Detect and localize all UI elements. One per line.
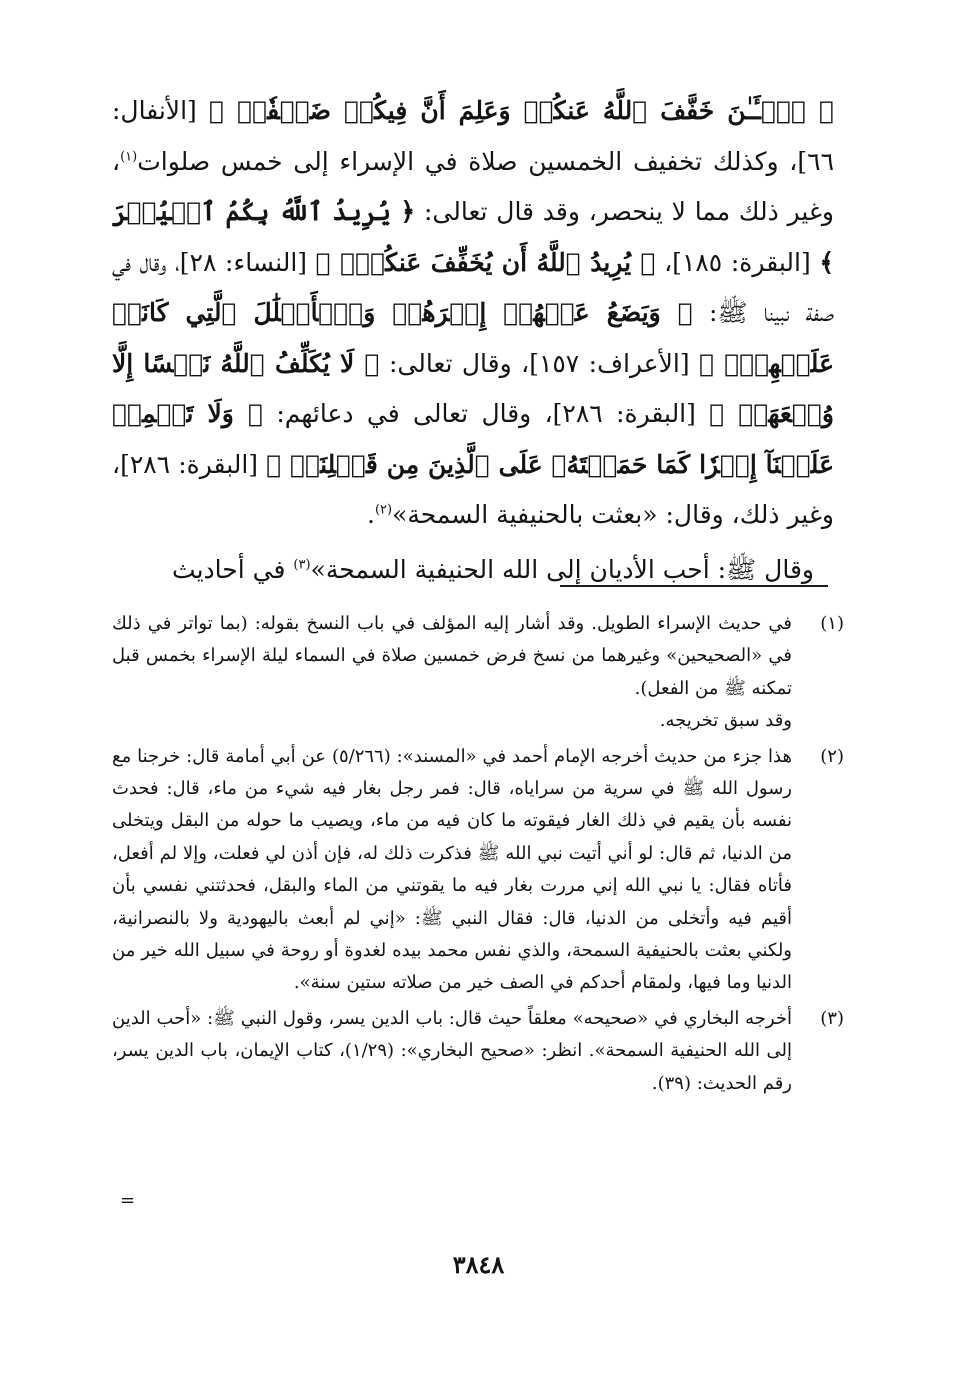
- footnotes: [112, 608, 844, 1103]
- quran-verse: ﴿ لَا يُكَلِّفُ ٱللَّهُ نَفۡسًا إِلَّا وُسۡعَهَاۚ ﴾: [112, 348, 835, 428]
- footnote-number: (١): [820, 613, 844, 634]
- page-number: ٣٨٤٨: [452, 1250, 505, 1279]
- footnote-body: [112, 741, 792, 1000]
- paragraph-1: [112, 86, 834, 541]
- text-run: [الأعراف: ١٥٧]، وقال تعالى:: [379, 348, 700, 378]
- footnote-ref-1: (١): [120, 149, 138, 165]
- text-run: ، وغير ذلك مما لا ينحصر، وقد قال تعالى:: [112, 146, 835, 226]
- quran-verse: ﴿ ٱلۡـَٔـٰنَ خَفَّفَ ٱللَّهُ عَنكُمۡ وَعَلِمَ أَنَّ فِيكُمۡ ضَعۡفٗاۚ ﴾: [209, 96, 834, 125]
- footnote-2: [112, 741, 844, 1000]
- text-run: في أحاديث: [172, 554, 294, 584]
- main-text: [112, 86, 834, 595]
- quran-verse: ﴿ وَلَا تَحۡمِلۡ عَلَيۡنَآ إِصۡرٗا كَمَا حَمَلۡتَهُۥ عَلَى ٱلَّذِينَ مِن قَبۡلِنَاۚ ﴾: [112, 399, 835, 479]
- footnote-separator: [560, 585, 828, 587]
- quran-verse: ﴿ وَيَضَعُ عَنۡهُمۡ إِصۡرَهُمۡ وَٱلۡأَغۡلَٰلَ ٱلَّتِي كَانَتۡ عَلَيۡهِمۡۚ ﴾: [112, 298, 834, 378]
- text-run: [الأنفال: ٦٦]، وكذلك تخفيف الخمسين صلاة في الإسراء إلى خمس صلوات: [112, 96, 834, 176]
- text-run: .: [366, 500, 375, 529]
- text-run: وقال ﷺ: أحب الأديان إلى الله الحنيفية السمحة»: [310, 554, 814, 584]
- footnote-number: (٢): [820, 745, 844, 767]
- footnote-number: (٣): [820, 1007, 844, 1029]
- quran-verse: ﴿ يُرِيدُ ٱللَّهُ أَن يُخَفِّفَ عَنكُمۡۚ ﴾: [315, 247, 656, 277]
- footnote-text: في حديث الإسراء الطويل. وقد أشار إليه المؤلف في باب النسخ بقوله: (بما تواتر في ذلك في «الصحيحين» وغيرهما من نسخ فرض خمسين صلاة في السماء ليلة الإسراء بخمس قبل تمكنه ﷺ من الفعل).: [112, 613, 792, 699]
- text-run: [البقرة: ١٨٥]،: [655, 247, 820, 277]
- paragraph-2: [112, 545, 834, 596]
- footnote-ref-2: (٢): [374, 502, 393, 518]
- footnote-body: [112, 608, 792, 738]
- footnote-1: [112, 608, 844, 738]
- text-run: [النساء: ٢٨]، وقال في صفة نبينا ﷺ:: [112, 247, 834, 327]
- text-run: [البقرة: ٢٨٦]، وقال تعالى في دعائهم:: [262, 399, 710, 428]
- continuation-mark: =: [120, 1190, 136, 1211]
- footnote-text: أخرجه البخاري في «صحيحه» معلقاً حيث قال: باب الدين يسر، وقول النبي ﷺ: «أحب الدين إلى الله الحنيفية السمحة». انظر: «صحيح البخاري»: (١/٢٩)، كتاب الإيمان، باب الدين يسر، رقم الحديث: (٣٩).: [112, 1007, 792, 1094]
- quran-verse: ﴿ يُرِيدُ ٱللَّهُ بِكُمُ ٱلۡيُسۡرَ ﴾: [112, 197, 835, 277]
- footnote-ref-3: (٣): [293, 557, 311, 573]
- footnote-3: [112, 1003, 844, 1100]
- footnote-text: هذا جزء من حديث أخرجه الإمام أحمد في «المسند»: (٥/٢٦٦) عن أبي أمامة قال: خرجنا مع رسول الله ﷺ في سرية من سراياه، قال: فمر رجل بغار فيه شيء من ماء، قال: فحدث نفسه بأن يقيم في ذلك الغار فيقوته ما كان فيه من ماء، ويصيب ما حوله من البقل ويتخلى من الدنيا، ثم قال: لو أني أتيت نبي الله ﷺ فذكرت ذلك له، فإن أذن لي فعلت، وإلا لم أفعل، فأتاه فقال: يا نبي الله إني مررت بغار فيه ما يقوتني من الماء والبقل، فحدثتني نفسي بأن أقيم فيه وأتخلى من الدنيا، قال: فقال النبي ﷺ: «إني لم أبعث باليهودية ولا بالنصرانية، ولكني بعثت بالحنيفية السمحة، والذي نفس محمد بيده لغدوة أو روحة في سبيل الله خير من الدنيا وما فيها، ولمقام أحدكم في الصف خير من صلاته ستين سنة».: [112, 745, 792, 994]
- text-run: [البقرة: ٢٨٦]، وغير ذلك، وقال: «بعثت بالحنيفية السمحة»: [112, 449, 834, 529]
- footnote-text: وقد سبق تخريجه.: [659, 710, 792, 732]
- footnote-body: [112, 1003, 792, 1100]
